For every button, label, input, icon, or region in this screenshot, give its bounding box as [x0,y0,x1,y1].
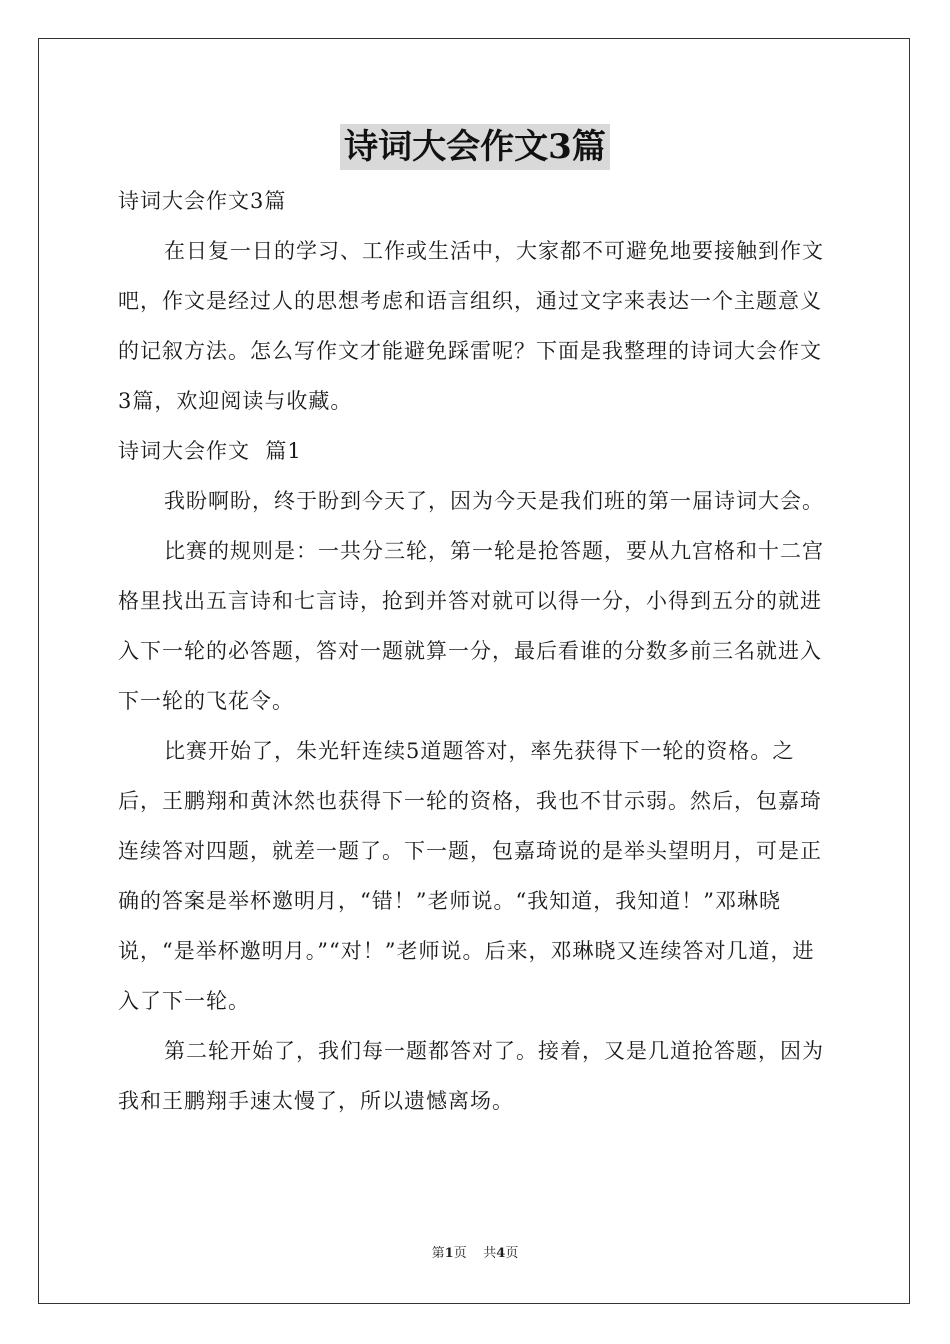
total-prefix: 共 [483,1246,497,1261]
intro-paragraph: 在日复一日的学习、工作或生活中，大家都不可避免地要接触到作文吧，作文是经过人的思想考虑和语言组织，通过文字来表达一个主题意义的记叙方法。怎么写作文才能避免踩雷呢？下面是我整理的诗词大会作文3篇，欢迎阅读与收藏。 [118,239,824,413]
body-paragraph: 比赛的规则是：一共分三轮，第一轮是抢答题，要从九宫格和十二宫格里找出五言诗和七言诗，抢到并答对就可以得一分，小得到五分的就进入下一轮的必答题，答对一题就算一分，最后看谁的分数多前三名就进入下一轮的飞花令。 [118,539,824,713]
document-body [118,176,834,1126]
body-paragraph: 第二轮开始了，我们每一题都答对了。接着，又是几道抢答题，因为我和王鹏翔手速太慢了，所以遗憾离场。 [118,1039,824,1113]
total-suffix: 页 [505,1246,519,1261]
page-prefix: 第 [431,1246,445,1261]
body-paragraph: 比赛开始了，朱光轩连续5道题答对，率先获得下一轮的资格。之后，王鹏翔和黄沐然也获得下一轮的资格，我也不甘示弱。然后，包嘉琦连续答对四题，就差一题了。下一题，包嘉琦说的是举头望明月，可是正确的答案是举杯邀明月，“错！”老师说。“我知道，我知道！”邓琳晓说，“是举杯邀明月。”“对！”老师说。后来，邓琳晓又连续答对几道，进入了下一轮。 [118,739,822,1013]
subtitle-line: 诗词大会作文3篇 [118,189,287,213]
page-current: 1 [444,1246,454,1261]
body-paragraph: 我盼啊盼，终于盼到今天了，因为今天是我们班的第一届诗词大会。 [164,489,824,513]
document-title: 诗词大会作文3篇 [340,124,610,170]
title-container [0,124,950,170]
page-footer [0,1244,950,1264]
page-total: 4 [496,1246,506,1261]
section-heading: 诗词大会作文 篇1 [118,439,302,463]
page-suffix: 页 [453,1246,467,1261]
